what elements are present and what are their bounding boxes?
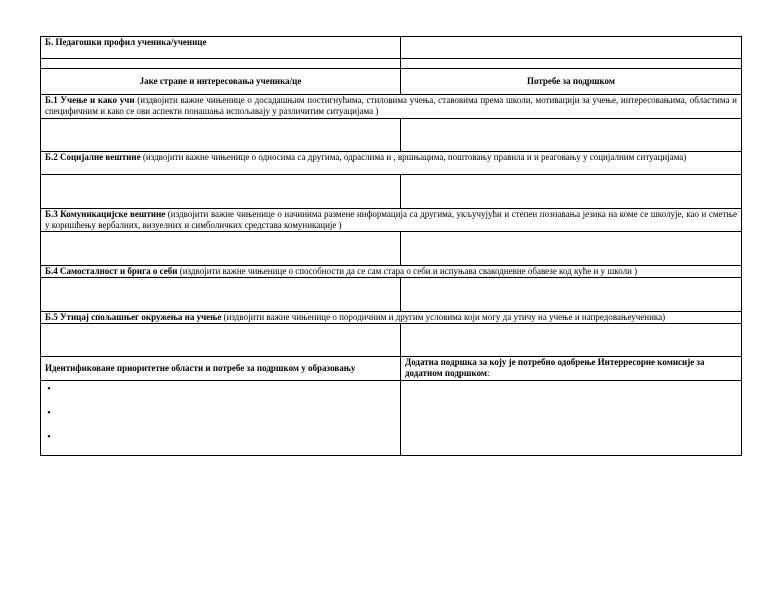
- section-b3-heading: [41, 209, 742, 232]
- priority-areas-label: Идентификоване приоритетне области и потребе за подршком у образовању: [41, 357, 401, 381]
- section-b4-title: Б.4 Самосталност и брига о себи: [45, 266, 178, 276]
- section-b5-description: (издвојити важне чињенице о породичним и другим условима који могу да утичу на учење и напредовањеученика): [221, 312, 666, 322]
- strengths-column-header: Јаке стране и интересовања ученика/це: [41, 69, 401, 95]
- section-b2-title: Б.2 Социјалне вештине: [45, 152, 141, 162]
- additional-support-field[interactable]: [401, 381, 742, 456]
- spacer-cell-left: [41, 59, 401, 69]
- section-b5-needs-field[interactable]: [401, 324, 742, 357]
- bullet-item-3[interactable]: •: [47, 431, 51, 443]
- section-b4-needs-field[interactable]: [401, 278, 742, 312]
- additional-support-text: Додатна подршка за коју је потребно одобрење Интерресорне комисије за додатном подршком: [405, 357, 705, 378]
- section-b1-heading: [41, 95, 742, 119]
- section-b2-needs-field[interactable]: [401, 175, 742, 209]
- section-b1-description: (издвојити важне чињенице о досадашњим постигнућима, стиловима учења, ставовима према школи, мотивацији за учење, интересовањима, областима и специфичним и како се ови аспекти понашања испољавају у различитим ситуацијама ): [45, 95, 737, 116]
- section-b1-strengths-field[interactable]: [41, 119, 401, 152]
- section-b1-title: Б.1 Учење и како учи: [45, 95, 135, 105]
- spacer-cell-right: [401, 59, 742, 69]
- section-b4-heading: [41, 266, 742, 278]
- section-b3-title: Б.3 Комуникацијске вештине: [45, 209, 166, 219]
- section-b1-needs-field[interactable]: [401, 119, 742, 152]
- section-b4-strengths-field[interactable]: [41, 278, 401, 312]
- priority-areas-list[interactable]: [41, 381, 401, 456]
- section-b4-description: (издвојити важне чињенице о способности да се сам стара о себи и испуњава свакодневне обавезе код куће и у школи ): [177, 266, 638, 276]
- section-b3-strengths-field[interactable]: [41, 232, 401, 266]
- section-b3-description: (издвојити важне чињенице о начинима размене информација са другима, укључујући и степен познавања језика на коме се школује, као и сметње у коришћењу вербалних, визуелних и симболичких средстава комуникације ): [45, 209, 737, 230]
- additional-support-colon: :: [487, 368, 490, 378]
- section-b2-strengths-field[interactable]: [41, 175, 401, 209]
- section-b5-title: Б.5 Утицај спољашњег окружења на учење: [45, 312, 222, 322]
- section-b2-heading: [41, 152, 742, 175]
- bullet-item-1[interactable]: •: [47, 383, 51, 395]
- section-b2-description: (издвојити важне чињенице о односима са другима, одраслима и , вршњацима, поштовању правила и и реаговању у социјалним ситуацијама): [140, 152, 687, 162]
- bullet-item-2[interactable]: •: [47, 407, 51, 419]
- section-b5-strengths-field[interactable]: [41, 324, 401, 357]
- form-title: Б. Педагошки профил ученика/ученице: [41, 37, 401, 59]
- section-b3-needs-field[interactable]: [401, 232, 742, 266]
- section-b5-heading: [41, 312, 742, 324]
- pedagogical-profile-table: [40, 36, 742, 456]
- title-right-cell[interactable]: [401, 37, 742, 59]
- additional-support-label: [401, 357, 742, 381]
- support-needs-column-header: Потребе за подршком: [401, 69, 742, 95]
